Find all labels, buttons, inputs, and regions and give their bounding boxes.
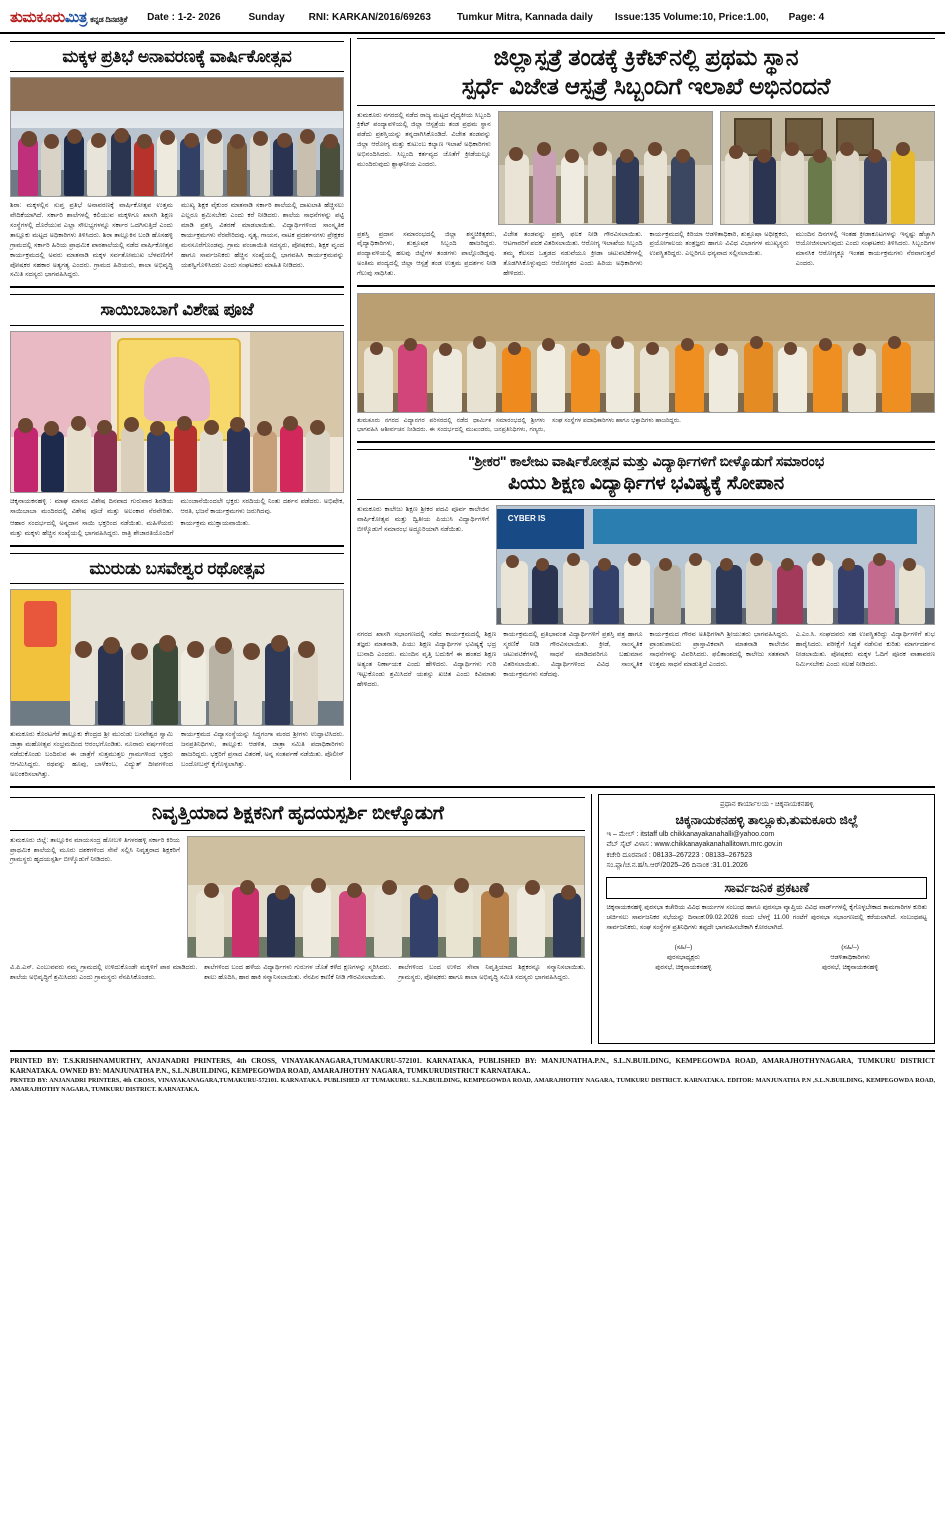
article2-photo-right [720,111,935,225]
notice-website: ವೆಬ್ ಸೈಟ್ ವಿಳಾಸ : www.chikkanayakanahallitown.mrc.gov.in [606,841,783,849]
article2-col4: ಮುಂದಿನ ದಿನಗಳಲ್ಲಿ ಇಂತಹ ಕ್ರೀಡಾಕೂಟಗಳನ್ನು ಇನ್ನಷ್ಟು ಹೆಚ್ಚಾಗಿ ಆಯೋಜಿಸಲಾಗುವುದು ಎಂದು ಸಂಘಟಕರು ತಿಳಿಸಿದರು. ಸಿಬ್ಬಂದಿಗಳ ಮಾನಸಿಕ ಆರೋಗ್ಯಕ್ಕೂ ಇಂತಹ ಕಾರ್ಯಕ್ರಮಗಳು ನೆರವಾಗುತ್ತವೆ ಎಂದರು. [795,230,935,268]
article1-col2: ಮುಖ್ಯ ಶಿಕ್ಷಕ ವೈಕುಂಠ ಮಾತನಾಡಿ ಸರ್ಕಾರಿ ಶಾಲೆಯಲ್ಲಿ ದಾಖಲಾತಿ ಹೆಚ್ಚಿಸಲು ಎಲ್ಲರೂ ಶ್ರಮಿಸಬೇಕು ಎಂದು ಕರೆ ನೀಡಿದರು. ಶಾಲೆಯ ಸಾಧನೆಗಳನ್ನು ಪಟ್ಟಿ ಮಾಡಿ ಪ್ರಶಸ್ತಿ ವಿತರಣೆ ಮಾಡಲಾಯಿತು. ವಿದ್ಯಾರ್ಥಿಗಳಿಂದ ಸಾಂಸ್ಕೃತಿಕ ಕಾರ್ಯಕ್ರಮಗಳು ನೆರವೇರಿದವು. ನೃತ್ಯ, ಗಾಯನ, ನಾಟಕ ಪ್ರದರ್ಶನಗಳು ಪ್ರೇಕ್ಷಕರ ಮನಸೂರೆಗೊಂಡವು. ಗ್ರಾಮ ಪಂಚಾಯಿತಿ ಸದಸ್ಯರು, ಪೋಷಕರು, ಶಿಕ್ಷಕ ವೃಂದ ಹಾಗೂ ಸಾರ್ವಜನಿಕರು ಹೆಚ್ಚಿನ ಸಂಖ್ಯೆಯಲ್ಲಿ ಭಾಗವಹಿಸಿ ಕಾರ್ಯಕ್ರಮವನ್ನು ಯಶಸ್ವಿಗೊಳಿಸಿದರು ಎಂದು ಸಂಘಟಕರು ಮಾಹಿತಿ ನೀಡಿದರು. [181,202,344,269]
article7-col1: ತುಮಕೂರು ಜಿಲ್ಲೆ: ತಾಲ್ಲೂಕಿನ ಮಾಯಸಂದ್ರ ಹೋಬಳಿ ತಿಗಳರಹಳ್ಳಿ ಸರ್ಕಾರಿ ಕಿರಿಯ ಪ್ರಾಥಮಿಕ ಶಾಲೆಯಲ್ಲಿ ಮೂರು ದಶಕಗಳಿಂದ ಸೇವೆ ಸಲ್ಲಿಸಿ ನಿವೃತ್ತರಾದ ಶಿಕ್ಷಕರಿಗೆ ಗ್ರಾಮಸ್ಥರು ಹೃದಯಸ್ಪರ್ಶಿ ಬೀಳ್ಕೊಡುಗೆ ನೀಡಿದರು. [10,836,180,864]
masthead-rni: RNI: KARKAN/2016/69263 [308,11,431,23]
article4-body: ಆಹಾರ ಸಂದರ್ಭದಲ್ಲಿ ಅನ್ನದಾನ ಸಾಯಿ ಭಕ್ತರಿಂದ ನಡೆಯಿತು. ಮಹಿಳೆಯರು ಮತ್ತು ಮಕ್ಕಳು ಹೆಚ್ಚಿನ ಸಂಖ್ಯೆಯಲ್ಲಿ ಭಾಗವಹಿಸಿದ್ದರು. ರಾತ್ರಿ ಶೇಜಾರತಿಯೊಂದಿಗೆ ಕಾರ್ಯಕ್ರಮ ಮುಕ್ತಾಯವಾಯಿತು. [10,520,250,538]
article2-col2: ವಿಜೇತ ತಂಡವನ್ನು ಪ್ರಶಸ್ತಿ ಫಲಕ ನೀಡಿ ಗೌರವಿಸಲಾಯಿತು. ಆಟಗಾರರಿಗೆ ಪದಕ ವಿತರಿಸಲಾಯಿತು. ಆರೋಗ್ಯ ಇಲಾಖೆಯ ಸಿಬ್ಬಂದಿ ತಮ್ಮ ಕೆಲಸದ ಒತ್ತಡದ ನಡುವೆಯೂ ಕ್ರೀಡಾ ಚಟುವಟಿಕೆಗಳಲ್ಲಿ ತೊಡಗಿಸಿಕೊಳ್ಳುವುದು ಆರೋಗ್ಯಕರ ಎಂದು ಹಿರಿಯ ಅಧಿಕಾರಿಗಳು ಹೇಳಿದರು. [503,230,643,278]
article7-col4: ಶಾಲೆಗಳಿಂದ ಬಂದ ಉಳಿದ ಸೇವಾ ನಿವೃತ್ತಿಯಾದ ಶಿಕ್ಷಕರನ್ನೂ ಸನ್ಮಾನಿಸಲಾಯಿತು. ಗ್ರಾಮಸ್ಥರು, ಪೋಷಕರು ಹಾಗೂ ಶಾಲಾ ಅಭಿವೃದ್ಧಿ ಸಮಿತಿ ಸದಸ್ಯರು ಭಾಗವಹಿಸಿದ್ದರು. [398,963,586,981]
sign-right-title: ಆಡಳಿತಾಧಿಕಾರಿಗಳು [830,953,870,961]
article6-headline-line2: ಪಿಯು ಶಿಕ್ಷಣ ವಿದ್ಯಾರ್ಥಿಗಳ ಭವಿಷ್ಯಕ್ಕೆ ಸೋಪಾನ [357,472,935,500]
article2-lead: ತುಮಕೂರು ನಗರದಲ್ಲಿ ನಡೆದ ರಾಜ್ಯ ಮಟ್ಟದ ವೈದ್ಯಕೀಯ ಸಿಬ್ಬಂದಿ ಕ್ರಿಕೆಟ್ ಪಂದ್ಯಾವಳಿಯಲ್ಲಿ ಜಿಲ್ಲಾ ಆಸ್ಪತ್ರೆಯ ತಂಡ ಪ್ರಥಮ ಸ್ಥಾನ ಪಡೆದು ಪ್ರಶಸ್ತಿಯನ್ನು ತನ್ನದಾಗಿಸಿಕೊಂಡಿದೆ. ವಿಜೇತ ತಂಡವನ್ನು ಜಿಲ್ಲಾ ಆರೋಗ್ಯ ಮತ್ತು ಕುಟುಂಬ ಕಲ್ಯಾಣ ಇಲಾಖೆ ಅಧಿಕಾರಿಗಳು ಅಭಿನಂದಿಸಿದರು. ಸಿಬ್ಬಂದಿ ಕರ್ತವ್ಯದ ಜೊತೆಗೆ ಕ್ರೀಡೆಯಲ್ಲೂ ಮುಂದಿರುವುದು ಶ್ಲಾಘನೀಯ ಎಂದರು. [357,111,491,168]
article6-photo [496,505,935,625]
top-section [10,38,935,780]
sign-right-mark: (ಸಹಿ/–) [841,944,859,952]
notice-body: ಚಿಕ್ಕನಾಯಕನಹಳ್ಳಿ ಪುರಸಭಾ ಕಚೇರಿಯ ವಿವಿಧ ಕಾರ್ಯಗಳ ಸಂಬಂಧ ಹಾಗೂ ಪುರಸಭಾ ವ್ಯಾಪ್ತಿಯ ವಿವಿಧ ವಾರ್ಡ್‌ಗಳಲ್ಲಿ ಕೈಗೊಳ್ಳಬೇಕಾದ ಕಾಮಗಾರಿಗಳ ಕುರಿತು ಚರ್ಚಿಸಲು ಸಾರ್ವಜನಿಕರ ಸಭೆಯನ್ನು ದಿನಾಂಕ:09.02.2026 ರಂದು ಬೆಳಗ್ಗೆ 11.00 ಗಂಟೆಗೆ ಪುರಸಭಾ ಸಭಾಂಗಣದಲ್ಲಿ ಕರೆಯಲಾಗಿದೆ. ಸಂಬಂಧಪಟ್ಟ ಸಾರ್ವಜನಿಕರು, ಸಂಘ ಸಂಸ್ಥೆಗಳ ಪ್ರತಿನಿಧಿಗಳು ತಪ್ಪದೇ ಭಾಗವಹಿಸಬೇಕಾಗಿ ಕೋರಲಾಗಿದೆ. [606,903,928,932]
notice-office-line: ಪ್ರಧಾನ ಕಾರ್ಯಾಲಯ - ಚಿಕ್ಕನಾಯಕನಹಳ್ಳಿ [719,800,814,808]
notice-banner: ಸಾರ್ವಜನಿಕ ಪ್ರಕಟಣೆ [606,877,927,899]
article2-photo-left [498,111,713,225]
article1-headline: ಮಕ್ಕಳ ಪ್ರತಿಭೆ ಅನಾವರಣಕ್ಕೆ ವಾರ್ಷಿಕೋತ್ಸವ [10,41,344,72]
notice-phone: ಕಚೇರಿ ದೂರವಾಣಿ : 08133–267223 : 08133–267523 [606,851,753,859]
notice-email: ಇ – ಮೇಲ್ : itstaff ulb chikkanayakanahalli@yahoo.com [606,830,775,838]
imprint-footer [10,1050,935,1095]
public-notice-box [598,794,935,1044]
page-body [0,34,945,1044]
masthead [0,0,945,34]
article5-photo [10,589,344,726]
column-divider-1 [350,38,351,780]
article2-headline-line2: ಸ್ಪರ್ಧೆ ವಿಜೇತ ಆಸ್ಪತ್ರೆ ಸಿಬ್ಬಂದಿಗೆ ಇಲಾಖೆ ಅಭಿನಂದನೆ [357,72,935,106]
article7-col3: ಶಾಲೆಗಳಿಂದ ಬಂದ ಹಳೆಯ ವಿದ್ಯಾರ್ಥಿಗಳು ಗುರುಗಳ ಜೊತೆ ಕಳೆದ ಕ್ಷಣಗಳನ್ನು ಸ್ಮರಿಸಿದರು. ಶಾಲು ಹೊದಿಸಿ, ಹಾರ ಹಾಕಿ ಸನ್ಮಾನಿಸಲಾಯಿತು. ನೆನಪಿನ ಕಾಣಿಕೆ ನೀಡಿ ಗೌರವಿಸಲಾಯಿತು. [204,963,392,981]
article6-top [357,505,935,625]
article7 [10,794,585,1044]
bottom-section [10,794,935,1044]
article2-col1: ಪ್ರಶಸ್ತಿ ಪ್ರದಾನ ಸಮಾರಂಭದಲ್ಲಿ ಜಿಲ್ಲಾ ಶಸ್ತ್ರಚಿಕಿತ್ಸಕರು, ವೈದ್ಯಾಧಿಕಾರಿಗಳು, ಶುಶ್ರೂಷಕ ಸಿಬ್ಬಂದಿ ಹಾಜರಿದ್ದರು. ಪಂದ್ಯಾವಳಿಯಲ್ಲಿ ಹಲವು ಜಿಲ್ಲೆಗಳ ತಂಡಗಳು ಪಾಲ್ಗೊಂಡಿದ್ದವು. ಅಂತಿಮ ಪಂದ್ಯದಲ್ಲಿ ಜಿಲ್ಲಾ ಆಸ್ಪತ್ರೆ ತಂಡ ಉತ್ತಮ ಪ್ರದರ್ಶನ ನೀಡಿ ಗೆಲುವು ಸಾಧಿಸಿತು. [357,230,497,278]
article7-top [10,836,585,958]
notice-sign-right [773,943,927,972]
notice-sign-left [606,943,760,972]
article2-body [357,230,935,279]
article2-col3: ಕಾರ್ಯಕ್ರಮದಲ್ಲಿ ಕಿರಿಯಾ ಆಡಳಿತಾಧಿಕಾರಿ, ಶುಶ್ರೂಷಾ ಅಧೀಕ್ಷಕರು, ಪ್ರಯೋಗಾಲಯ ತಂತ್ರಜ್ಞರು ಹಾಗೂ ವಿವಿಧ ವಿಭಾಗಗಳ ಮುಖ್ಯಸ್ಥರು ಉಪಸ್ಥಿತರಿದ್ದರು. ಎಲ್ಲರಿಗೂ ಧನ್ಯವಾದ ಸಲ್ಲಿಸಲಾಯಿತು. [649,230,789,258]
right-column [357,38,935,780]
article1-photo [10,77,344,197]
sign-left-mark: (ಸಹಿ/–) [674,944,693,952]
newspaper-logo [10,9,127,26]
masthead-paper-name: Tumkur Mitra, Kannada daily [456,11,593,23]
article6-col2: ಕಾರ್ಯಕ್ರಮದಲ್ಲಿ ಪ್ರತಿಭಾವಂತ ವಿದ್ಯಾರ್ಥಿಗಳಿಗೆ ಪ್ರಶಸ್ತಿ ಪತ್ರ ಹಾಗೂ ಸ್ಮರಣಿಕೆ ನೀಡಿ ಗೌರವಿಸಲಾಯಿತು. ಕ್ರೀಡೆ, ಸಾಂಸ್ಕೃತಿಕ ಚಟುವಟಿಕೆಗಳಲ್ಲಿ ಸಾಧನೆ ಮಾಡಿದವರಿಗೂ ಬಹುಮಾನ ವಿತರಿಸಲಾಯಿತು. ವಿದ್ಯಾರ್ಥಿಗಳಿಂದ ವಿವಿಧ ಸಾಂಸ್ಕೃತಿಕ ಕಾರ್ಯಕ್ರಮಗಳು ನಡೆದವು. [503,631,643,678]
article1-col1: ಶಿರಾ: ಮಕ್ಕಳಲ್ಲಿನ ಸುಪ್ತ ಪ್ರತಿಭೆ ಅನಾವರಣಕ್ಕೆ ವಾರ್ಷಿಕೋತ್ಸವ ಉತ್ತಮ ವೇದಿಕೆಯಾಗಿದೆ. ಸರ್ಕಾರಿ ಶಾಲೆಗಳಲ್ಲಿ ಕಲಿಯುವ ಮಕ್ಕಳಿಗೂ ಖಾಸಗಿ ಶಿಕ್ಷಣ ಸಂಸ್ಥೆಗಳಲ್ಲಿ ದೊರೆಯುವ ಎಲ್ಲಾ ಸೌಲಭ್ಯಗಳನ್ನೂ ಸರ್ಕಾರ ಒದಗಿಸುತ್ತಿದೆ ಎಂದು ತಾಲ್ಲೂಕು ಮಟ್ಟದ ಅಧಿಕಾರಿಗಳು ತಿಳಿಸಿದರು. ಶಿರಾ ತಾಲ್ಲೂಕಿನ ಬಂಡಿ ಹೊಸಹಳ್ಳಿ ಗ್ರಾಮದಲ್ಲಿ ಸರ್ಕಾರಿ ಹಿರಿಯ ಪ್ರಾಥಮಿಕ ಪಾಠಶಾಲೆಯಲ್ಲಿ ನಡೆದ ವಾರ್ಷಿಕೋತ್ಸವ ಕಾರ್ಯಕ್ರಮದಲ್ಲಿ ಅವರು ಮಾತನಾಡಿ ಮಕ್ಕಳ ಸರ್ವತೋಮುಖ ಬೆಳವಣಿಗೆಗೆ ಪೋಷಕರ ಸಹಕಾರ ಅತ್ಯಗತ್ಯ ಎಂದರು. ಗ್ರಾಮದ ಹಿರಿಯರು, ಶಾಲಾ ಅಭಿವೃದ್ಧಿ ಸಮಿತಿ ಸದಸ್ಯರು ಭಾಗವಹಿಸಿದ್ದರು. [10,202,173,279]
article7-col2: ವಿ.ಪಿ.ಎಸ್. ಎಂಬುವವರು ನಮ್ಮ ಗ್ರಾಮದಲ್ಲಿ ಉಳಿದುಕೊಂಡೇ ಮಕ್ಕಳಿಗೆ ಪಾಠ ಮಾಡಿದರು. ಶಾಲೆಯ ಅಭಿವೃದ್ಧಿಗೆ ಶ್ರಮಿಸಿದರು ಎಂದು ಗ್ರಾಮಸ್ಥರು ನೆನಪಿಸಿಕೊಂಡರು. [10,963,198,981]
masthead-day: Sunday [248,11,285,23]
column-divider-2 [591,794,592,1044]
article3-photo [357,293,935,413]
article6-col3: ಕಾರ್ಯಕ್ರಮದ ಗೌರವ ಅತಿಥಿಗಳಾಗಿ ಶ್ರೀಯುತರು ಭಾಗವಹಿಸಿದ್ದರು. ಪ್ರಾಂಶುಪಾಲರು ಪ್ರಾಸ್ತಾವಿಕವಾಗಿ ಮಾತನಾಡಿ ಕಾಲೇಜಿನ ಸಾಧನೆಗಳನ್ನು ವಿವರಿಸಿದರು. ಫಲಿತಾಂಶದಲ್ಲಿ ಕಾಲೇಜು ಸತತವಾಗಿ ಉತ್ತಮ ಸಾಧನೆ ಮಾಡುತ್ತಿದೆ ಎಂದರು. [649,631,789,668]
masthead-issue: Issue:135 Volume:10, Price:1.00, [614,11,769,23]
article4-caption: ಚಿಕ್ಕನಾಯಕನಹಳ್ಳಿ : ಮಾಘ ಮಾಸದ ವಿಶೇಷ ದಿನವಾದ ಗುರುವಾರ ಶಿರಡಿಯ ಸಾಯಿಬಾಬಾ ಮಂದಿರದಲ್ಲಿ ವಿಶೇಷ ಪೂಜೆ ಮತ್ತು ಅಲಂಕಾರ ನೆರವೇರಿತು. ಮುಂಜಾನೆಯಿಂದಲೇ ಭಕ್ತರು ಸರದಿಯಲ್ಲಿ ನಿಂತು ದರ್ಶನ ಪಡೆದರು. ಅಭಿಷೇಕ, ಆರತಿ, ಭಜನೆ ಕಾರ್ಯಕ್ರಮಗಳು ಜರುಗಿದವು. [10,497,344,515]
article7-headline: ನಿವೃತ್ತಿಯಾದ ಶಿಕ್ಷಕನಿಗೆ ಹೃದಯಸ್ಪರ್ಶಿ ಬೀಳ್ಕೊಡುಗೆ [10,797,585,831]
article4-headline: ಸಾಯಿಬಾಬಾಗೆ ವಿಶೇಷ ಪೂಜೆ [10,294,344,325]
logo-accent: ಮಿತ್ರ [64,8,88,26]
notice-title: ಚಿಕ್ಕನಾಯಕನಹಳ್ಳಿ ತಾಲ್ಲೂಕು,ತುಮಕೂರು ಜಿಲ್ಲೆ [675,812,859,827]
article6-col1: ನಗರದ ಖಾಸಗಿ ಸಭಾಂಗಣದಲ್ಲಿ ನಡೆದ ಕಾರ್ಯಕ್ರಮದಲ್ಲಿ ಶಿಕ್ಷಣ ತಜ್ಞರು ಮಾತನಾಡಿ, ಪಿಯು ಶಿಕ್ಷಣ ವಿದ್ಯಾರ್ಥಿಗಳ ಭವಿಷ್ಯಕ್ಕೆ ಭದ್ರ ಬುನಾದಿ ಎಂದರು. ಮುಂದಿನ ವೃತ್ತಿ ಬದುಕಿಗೆ ಈ ಹಂತದ ಶಿಕ್ಷಣ ಅತ್ಯಂತ ನಿರ್ಣಾಯಕ ಎಂದು ಹೇಳಿದರು. ವಿದ್ಯಾರ್ಥಿಗಳು ಗುರಿ ಇಟ್ಟುಕೊಂಡು ಶ್ರಮಿಸಿದರೆ ಯಶಸ್ಸು ಖಚಿತ ಎಂದು ಕಿವಿಮಾತು ಹೇಳಿದರು. [357,631,497,688]
article4-photo [10,331,344,493]
article6-headline-line1: "ಶ್ರೀಕರ" ಕಾಲೇಜು ವಾರ್ಷಿಕೋತ್ಸವ ಮತ್ತು ವಿದ್ಯಾರ್ಥಿಗಳಿಗೆ ಬೀಳ್ಕೊಡುಗೆ ಸಮಾರಂಭ [357,449,935,471]
masthead-date: Date : 1-2- 2026 [147,11,221,23]
imprint-line-2: PRNTED BY: ANJANADRI PRINTERS, 4th CROSS, VINAYAKANAGARA,TUMAKURU-572101. KARNATAKA. PUBLISHED AT TUMAKURU. S.L.N.BUILDING, KEMPEGOWDA ROAD, AMARAJHOTHY NAGARA, TUMKURU DISTRICT. KARNATAKA. EDITOR: MANJUNATHA P.N ,S.L.N.BUILDING, KEMPEGOWDA ROAD, AMARAJHOTHY NAGARA, TUMKURU DISTRICT. KARNATAKA. [10,1076,935,1093]
sign-left-office: ಪುರಸಭೆ, ಚಿಕ್ಕನಾಯಕನಹಳ್ಳಿ [655,963,712,971]
article2-top [357,111,935,225]
imprint-line-1: PRINTED BY: T.S.KRISHNAMURTHY, ANJANADRI PRINTERS, 4th CROSS, VINAYAKANAGARA,TUMAKURU-572101. KARNATAKA, PUBLISHED BY: MANJUNATHA.P.N., S.L.N.BUILDING, KEMPEGOWDA ROAD, AMARAJHOTHYNAGARA, TUMKURU DISTRICT KARNATAKA. OWNED BY: MANJUNATHA P.N., S.L.N.BUILDING, KEMPEGOWDA ROAD, AMARAJHOTHY NAGARA, TUMKURUDISTRICT KARNATAKA.. [10,1056,935,1076]
article1-body [10,201,344,280]
notice-reference: ಸಂ.ಪ್ಲಾ/ಚ.ನ.ಹ/ಸಿ.ಆರ್/2025–26 ದಿನಾಂಕ :31.01.2026 [606,862,748,870]
sign-right-office: ಪುರಸಭೆ, ಚಿಕ್ಕನಾಯಕನಹಳ್ಳಿ [821,963,879,971]
article7-photo [187,836,585,958]
logo-subtitle: ಕನ್ನಡ ದಿನಪತ್ರಿಕೆ [90,14,128,24]
logo-main: ತುಮಕೂರು [10,8,65,26]
article5-body [10,730,344,779]
sign-left-title: ಪುರಸಭಾಧ್ಯಕ್ಷರು [666,953,700,961]
article3-caption: ತುಮಕೂರು ನಗರದ ವಿದ್ಯಾನಗರ ಪರಿಸರದಲ್ಲಿ ನಡೆದ ಧಾರ್ಮಿಕ ಸಮಾರಂಭದಲ್ಲಿ ಶ್ರೀಗಳು ಭಾಗವಹಿಸಿ ಆಶೀರ್ವಚನ ನೀಡಿದರು. ಈ ಸಂದರ್ಭದಲ್ಲಿ ಮುಖಂಡರು, ಜನಪ್ರತಿನಿಧಿಗಳು, ಗಣ್ಯರು, ಸಂಘ ಸಂಸ್ಥೆಗಳ ಪದಾಧಿಕಾರಿಗಳು ಹಾಗೂ ಭಕ್ತಾದಿಗಳು ಹಾಜರಿದ್ದರು. [357,416,681,433]
article7-body [10,963,585,983]
masthead-page-number: Page: 4 [788,11,825,23]
article6-lead: ತುಮಕೂರು ಕಾಲೇಜು ಶಿಕ್ಷಣ ಶ್ರೀಕರ ಪದವಿ ಪೂರ್ವ ಕಾಲೇಜಿನ ವಾರ್ಷಿಕೋತ್ಸವ ಮತ್ತು ದ್ವಿತೀಯ ಪಿಯುಸಿ ವಿದ್ಯಾರ್ಥಿಗಳಿಗೆ ಬೀಳ್ಕೊಡುಗೆ ಸಮಾರಂಭ ಅದ್ಧೂರಿಯಾಗಿ ನಡೆಯಿತು. [357,506,489,533]
article5-headline: ಮುರುಡು ಬಸವೇಶ್ವರ ರಥೋತ್ಸವ [10,553,344,584]
left-column [10,38,344,780]
article5-col1: ತುಮಕೂರು ಕೊರಟಗೆರೆ ತಾಲ್ಲೂಕು ಕೇಂದ್ರದ ಶ್ರೀ ಮುರುಡು ಬಸವೇಶ್ವರ ಸ್ವಾಮಿ ಜಾತ್ರಾ ಮಹೋತ್ಸವ ಸಂಭ್ರಮದಿಂದ ಆರಂಭಗೊಂಡಿತು. ನೂರಾರು ವರ್ಷಗಳಿಂದ ನಡೆದುಕೊಂಡು ಬಂದಿರುವ ಈ ಜಾತ್ರೆಗೆ ಸುತ್ತಮುತ್ತಲ ಗ್ರಾಮಗಳಿಂದ ಭಕ್ತರು ಆಗಮಿಸಿದ್ದರು. ರಥವನ್ನು ಹೂವು, ಬಾಳೆಕಂಬ, ವಿದ್ಯುತ್ ದೀಪಗಳಿಂದ ಅಲಂಕರಿಸಲಾಗಿತ್ತು. [10,731,173,778]
article5-col2: ಕಾರ್ಯಕ್ರಮದ ವಿದ್ಯಾಸಂಸ್ಥೆಯನ್ನು ಸಿದ್ಧಗಂಗಾ ಮಠದ ಶ್ರೀಗಳು ಉದ್ಘಾಟಿಸಿದರು. ಜನಪ್ರತಿನಿಧಿಗಳು, ತಾಲ್ಲೂಕು ಆಡಳಿತ, ಜಾತ್ರಾ ಸಮಿತಿ ಪದಾಧಿಕಾರಿಗಳು ಹಾಜರಿದ್ದರು. ಭಕ್ತರಿಗೆ ಪ್ರಸಾದ ವಿತರಣೆ, ಅನ್ನ ಸಂತರ್ಪಣೆ ನಡೆಯಿತು. ಪೊಲೀಸ್ ಬಂದೋಬಸ್ತ್ ಕೈಗೊಳ್ಳಲಾಗಿತ್ತು. [181,731,344,769]
article2-headline-line1: ಜಿಲ್ಲಾಸ್ಪತ್ರೆ ತಂಡಕ್ಕೆ ಕ್ರಿಕೆಟ್‌ನಲ್ಲಿ ಪ್ರಥಮ ಸ್ಥಾನ [357,38,935,72]
article6-banner-text: CYBER IS [507,514,546,524]
article6-body [357,630,935,689]
article6-col4: ಎ.ಎಂ.ಸಿ. ಸಂಘದವರು ಸಹ ಉಪಸ್ಥಿತರಿದ್ದು ವಿದ್ಯಾರ್ಥಿಗಳಿಗೆ ಶುಭ ಹಾರೈಸಿದರು. ಪರೀಕ್ಷೆಗೆ ಸಿದ್ಧತೆ ನಡೆಸುವ ಕುರಿತು ಮಾರ್ಗದರ್ಶನ ನೀಡಲಾಯಿತು. ಪೋಷಕರು ಮಕ್ಕಳ ಓದಿಗೆ ಪೂರಕ ವಾತಾವರಣ ನಿರ್ಮಿಸಬೇಕು ಎಂದು ಸಲಹೆ ನೀಡಿದರು. [795,631,935,668]
